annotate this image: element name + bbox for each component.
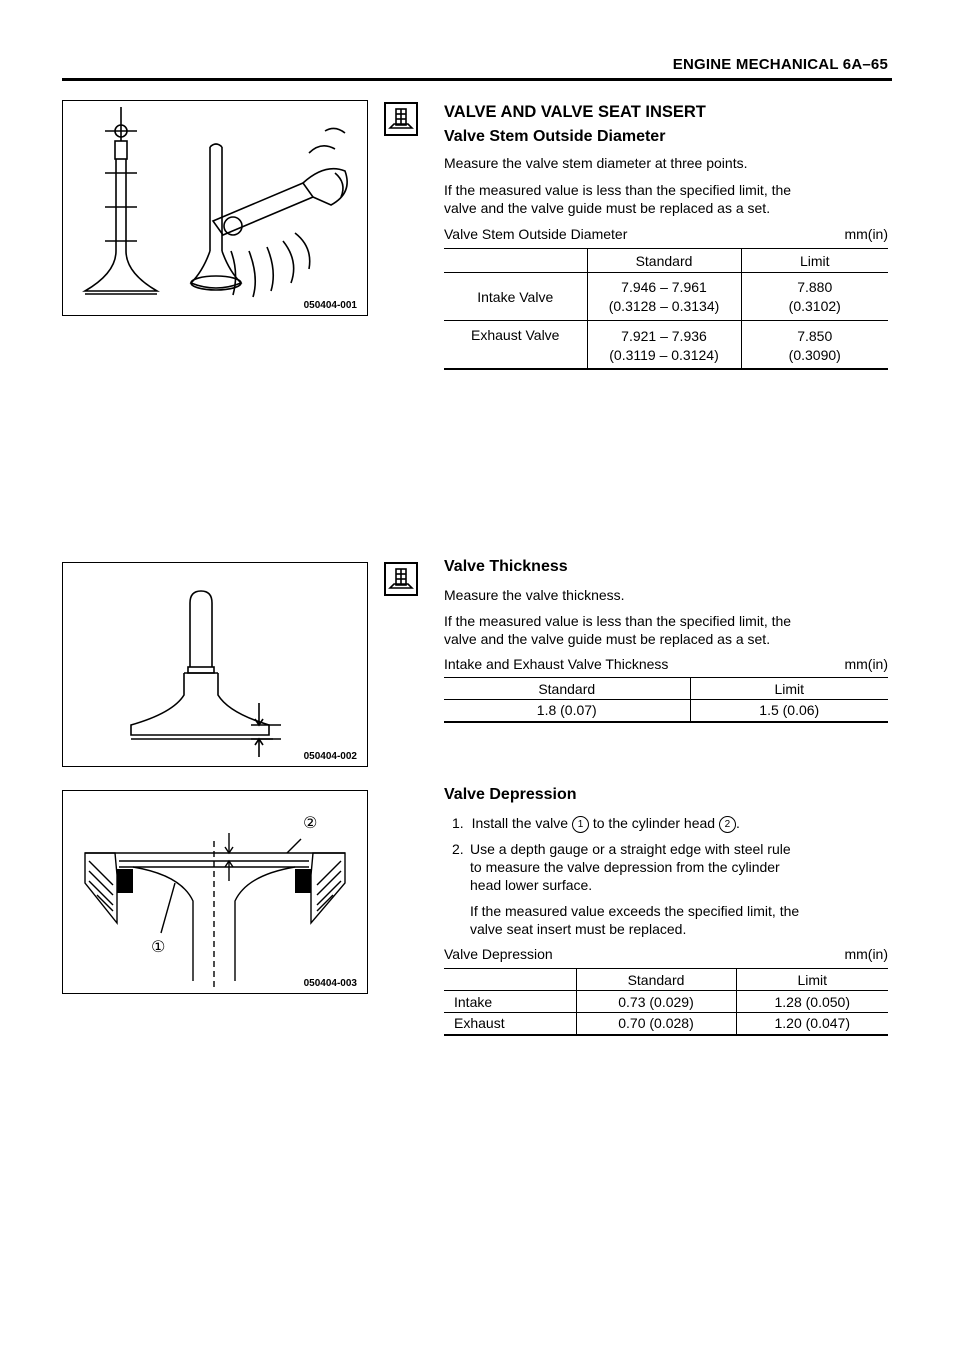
- cell-standard: 0.70 (0.028): [576, 1013, 736, 1035]
- unit-label: mm(in): [844, 226, 888, 242]
- valve-thickness-table: [444, 677, 888, 723]
- paragraph: Measure the valve stem diameter at three points.: [444, 155, 748, 171]
- paragraph: If the measured value is less than the specified limit, the: [444, 182, 792, 198]
- step-text: Install the valve: [471, 815, 569, 831]
- inspection-icon: [384, 102, 418, 136]
- cell-value: 7.921 – 7.936: [621, 328, 707, 344]
- table-caption-text: Valve Depression: [444, 946, 553, 962]
- column-header: Standard: [444, 678, 690, 700]
- header-rule: [62, 78, 892, 81]
- column-header: Standard: [587, 249, 741, 273]
- section-title-valve-and-seat: VALVE AND VALVE SEAT INSERT: [444, 103, 706, 121]
- inspection-icon: [384, 562, 418, 596]
- valve-depression-illustration: [63, 791, 366, 992]
- column-header: Limit: [690, 678, 888, 700]
- subsection-title-stem-diameter: Valve Stem Outside Diameter: [444, 128, 666, 145]
- cell-value: (0.3102): [788, 297, 841, 314]
- table-header-row: [444, 678, 888, 700]
- figure-code: 050404-002: [303, 751, 357, 762]
- table-caption-text: Valve Stem Outside Diameter: [444, 226, 628, 242]
- note-text: If the measured value exceeds the specified limit, the: [470, 903, 800, 919]
- table-row: [444, 273, 888, 321]
- callout-cylinder-head: ②: [303, 815, 318, 832]
- cell-value: 7.850: [797, 328, 833, 344]
- valve-depression-table: [444, 968, 888, 1036]
- cell-limit: 1.28 (0.050): [736, 991, 888, 1013]
- cell-value: (0.3090): [788, 347, 841, 363]
- cell-value: 7.946 – 7.961: [621, 278, 707, 295]
- cell-standard: [587, 321, 741, 369]
- callout-head-ref: 2: [719, 816, 736, 833]
- figure-code: 050404-001: [303, 300, 357, 311]
- figure-valve-thickness: [62, 562, 368, 767]
- cell-value: (0.3128 – 0.3134): [608, 297, 720, 314]
- step-number: 2.: [452, 841, 464, 857]
- valve-stem-micrometer-illustration: [63, 101, 366, 314]
- table-row: [444, 1013, 888, 1035]
- table-caption: [444, 946, 888, 962]
- unit-label: mm(in): [844, 946, 888, 962]
- cell-standard: 1.8 (0.07): [444, 700, 690, 722]
- table-header-row: [444, 249, 888, 273]
- row-label: Exhaust: [444, 1013, 576, 1035]
- stem-diameter-table: [444, 248, 888, 370]
- table-header-row: [444, 969, 888, 991]
- cell-limit: 1.5 (0.06): [690, 700, 888, 722]
- cell-value: (0.3119 – 0.3124): [609, 347, 719, 363]
- table-row: [444, 700, 888, 722]
- step-1: [452, 814, 740, 833]
- section-title-valve-thickness: Valve Thickness: [444, 558, 568, 575]
- cell-limit: [741, 321, 888, 369]
- row-label: Intake: [444, 991, 576, 1013]
- table-caption-text: Intake and Exhaust Valve Thickness: [444, 656, 669, 672]
- cell-standard: [587, 273, 741, 321]
- column-header: Limit: [736, 969, 888, 991]
- table-caption: [444, 656, 888, 672]
- unit-label: mm(in): [844, 656, 888, 672]
- step-text: to the cylinder head: [592, 815, 716, 831]
- row-label: Exhaust Valve: [444, 321, 587, 369]
- paragraph: If the measured value is less than the specified limit, the: [444, 613, 792, 629]
- note-text: valve seat insert must be replaced.: [470, 921, 687, 937]
- figure-valve-depression: [62, 790, 368, 994]
- table-row: [444, 321, 888, 369]
- step-text: Use a depth gauge or a straight edge with steel rule: [470, 841, 791, 857]
- cell-standard: 0.73 (0.029): [576, 991, 736, 1013]
- cell-limit: [741, 273, 888, 321]
- callout-valve-ref: 1: [572, 816, 589, 833]
- column-header: Limit: [741, 249, 888, 273]
- valve-thickness-illustration: [63, 563, 366, 765]
- step-text: to measure the valve depression from the cylinder: [470, 859, 780, 875]
- cell-limit: 1.20 (0.047): [736, 1013, 888, 1035]
- figure-valve-stem-measurement: [62, 100, 368, 316]
- step-text: .: [735, 815, 740, 831]
- table-row: [444, 991, 888, 1013]
- callout-valve: ①: [151, 939, 166, 956]
- figure-code: 050404-003: [303, 978, 357, 989]
- page-header: ENGINE MECHANICAL 6A–65: [672, 56, 888, 73]
- cell-value: 7.880: [797, 278, 833, 295]
- paragraph: valve and the valve guide must be replaced as a set.: [444, 631, 771, 647]
- row-label: Intake Valve: [444, 273, 587, 321]
- column-header: Standard: [576, 969, 736, 991]
- section-title-valve-depression: Valve Depression: [444, 786, 577, 803]
- paragraph: valve and the valve guide must be replaced as a set.: [444, 200, 771, 216]
- step-number: 1.: [452, 815, 464, 831]
- step-text: head lower surface.: [470, 877, 593, 893]
- table-caption: [444, 226, 888, 242]
- paragraph: Measure the valve thickness.: [444, 587, 625, 603]
